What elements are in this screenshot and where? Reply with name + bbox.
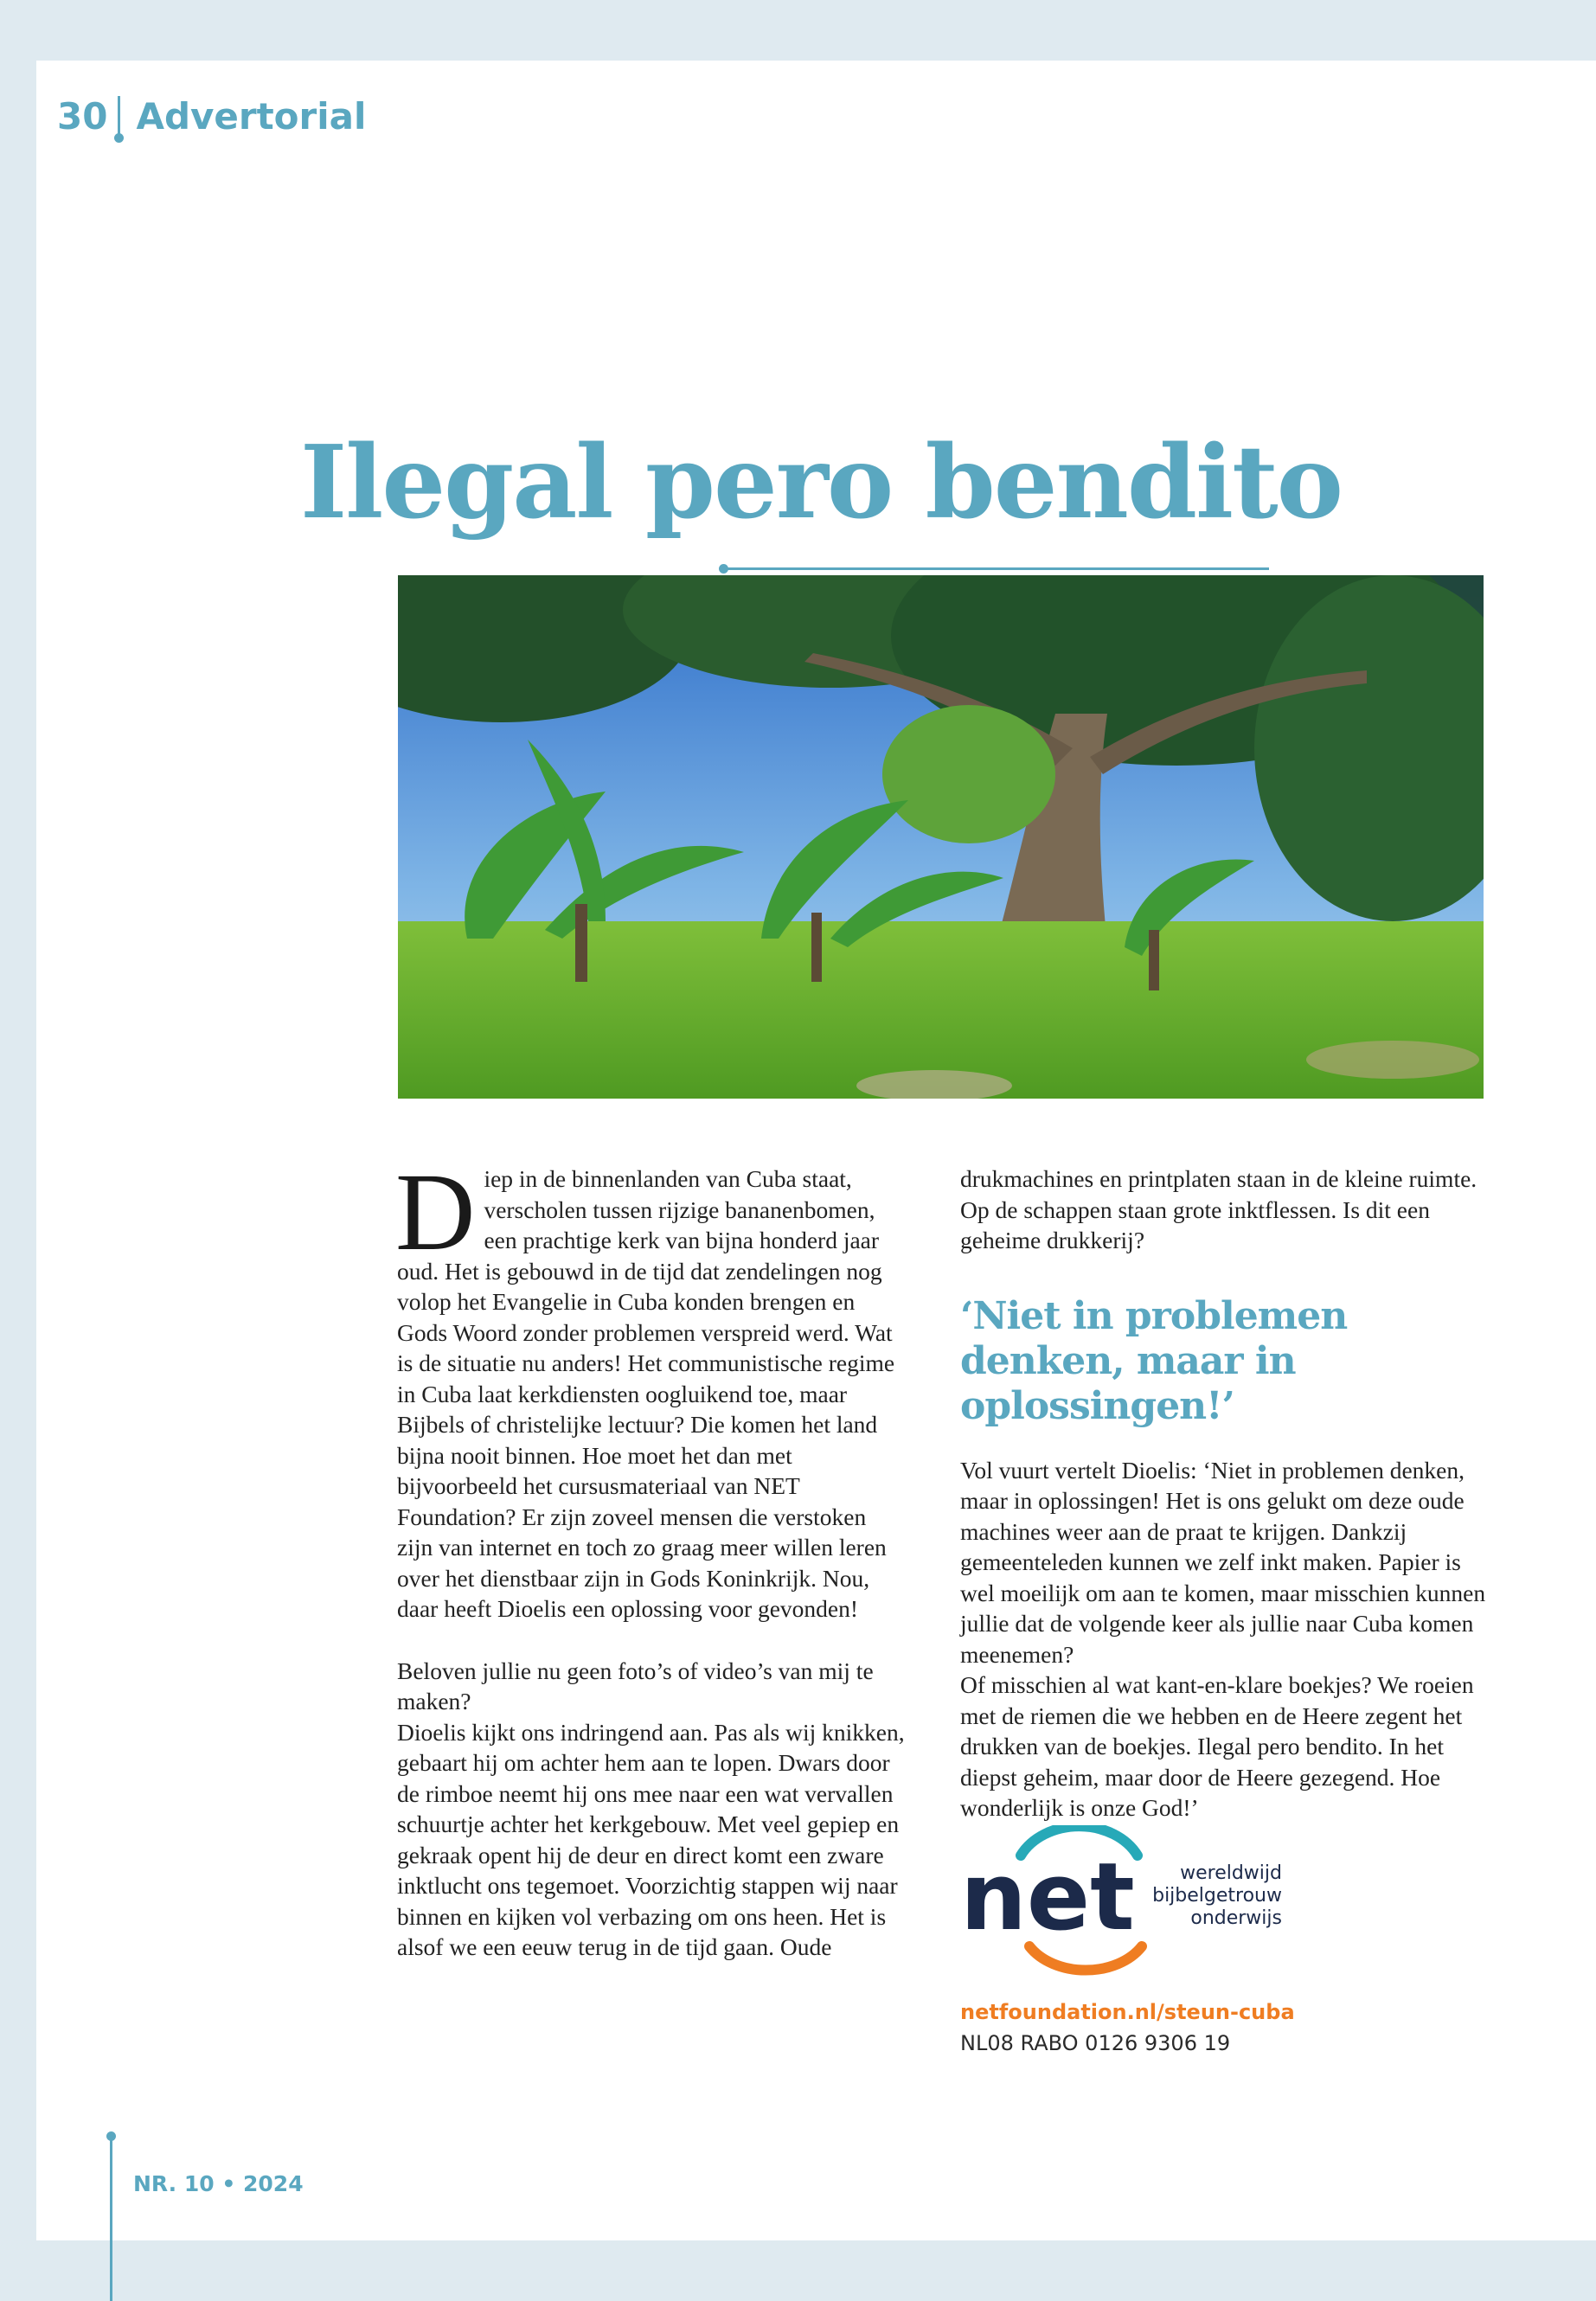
paragraph-gap xyxy=(397,1625,907,1656)
donation-link[interactable]: netfoundation.nl/steun-cuba xyxy=(960,2000,1295,2024)
page-header xyxy=(57,95,366,138)
dropcap: D xyxy=(395,1150,476,1273)
lead-paragraph xyxy=(395,1150,907,1625)
paragraph-closing: Of misschien al wat kant-en-klare boekjes? We roeien met de riemen die we hebben en de Heere zegent het drukken van de boekjes. Ilegal pero bendito. In het diepst geheim, maar door de Heere gezegend. Hoe wonderlijk is onze God!’ xyxy=(960,1671,1474,1821)
article-title: Ilegal pero bendito xyxy=(300,424,1343,542)
title-rule xyxy=(724,567,1269,570)
paragraph-continued: drukmachines en printplaten staan in de kleine ruimte. Op de schappen staan grote inktflessen. Is dit een geheime drukkerij? xyxy=(960,1165,1477,1253)
page-number: 30 xyxy=(57,95,108,138)
logo-wordmark: net xyxy=(960,1843,1135,1952)
issue-number: NR. 10 • 2024 xyxy=(133,2171,304,2196)
paragraph-quote: Vol vuurt vertelt Dioelis: ‘Niet in problemen denken, maar in oplossingen! Het is ons gelukt om deze oude machines weer aan de praat te krijgen. Dankzij gemeenteleden kunnen we zelf inkt maken. Papier is wel moeilijk om aan te komen, maar misschien kunnen jullie dat de volgende keer als jullie naar Cuba komen meenemen? xyxy=(960,1456,1486,1668)
logo-tagline-3: onderwijs xyxy=(1190,1907,1282,1929)
net-foundation-logo xyxy=(960,1825,1306,1981)
logo-tagline-1: wereldwijd xyxy=(1180,1862,1282,1884)
footer-rule xyxy=(110,2137,112,2301)
rule-dot xyxy=(719,564,728,574)
article-column-left xyxy=(395,1150,907,1963)
lead-text: iep in de binnenlanden van Cuba staat, verscholen tussen rijzige bananenbomen, een prachtige kerk van bijna honderd jaar oud. Het is gebouwd in de tijd dat zendelingen nog volop het Evangelie in Cuba konden brengen en Gods Woord zonder problemen verspreid werd. Wat is de situatie nu anders! Het communistische regime in Cuba laat kerkdiensten oogluikend toe, maar Bijbels of christelijke lectuur? Die komen het land bijna nooit binnen. Hoe moet het dan met bijvoorbeeld het cursusmateriaal van NET Foundation? Er zijn zoveel mensen die verstoken zijn van internet en toch zo graag meer willen leren over het dienstbaar zijn in Gods Koninkrijk. Nou, daar heeft Dioelis een oplossing voor gevonden! xyxy=(397,1165,895,1622)
iban-number: NL08 RABO 0126 9306 19 xyxy=(960,2031,1231,2055)
article-photo xyxy=(398,575,1484,1099)
logo-tagline-2: bijbelgetrouw xyxy=(1152,1885,1282,1907)
article-column-right xyxy=(960,1163,1497,1823)
subheading: ‘Niet in problemen denken, maar in oplossingen!’ xyxy=(960,1293,1348,1428)
paragraph-body: Dioelis kijkt ons indringend aan. Pas als wij knikken, gebaart hij om achter hem aan te lopen. Dwars door de rimboe neemt hij ons mee naar een wat vervallen schuurtje achter het kerkgebouw. Met veel gepiep en gekraak opent hij de deur en direct komt een zware inktlucht ons tegemoet. Voorzichtig stappen wij naar binnen en kijken vol verbazing om ons heen. Het is alsof we een eeuw terug in de tijd gaan. Oude xyxy=(397,1718,905,1960)
header-separator xyxy=(118,96,120,138)
section-label: Advertorial xyxy=(136,95,367,138)
paragraph-question: Beloven jullie nu geen foto’s of video’s van mij te maken? xyxy=(397,1657,874,1715)
